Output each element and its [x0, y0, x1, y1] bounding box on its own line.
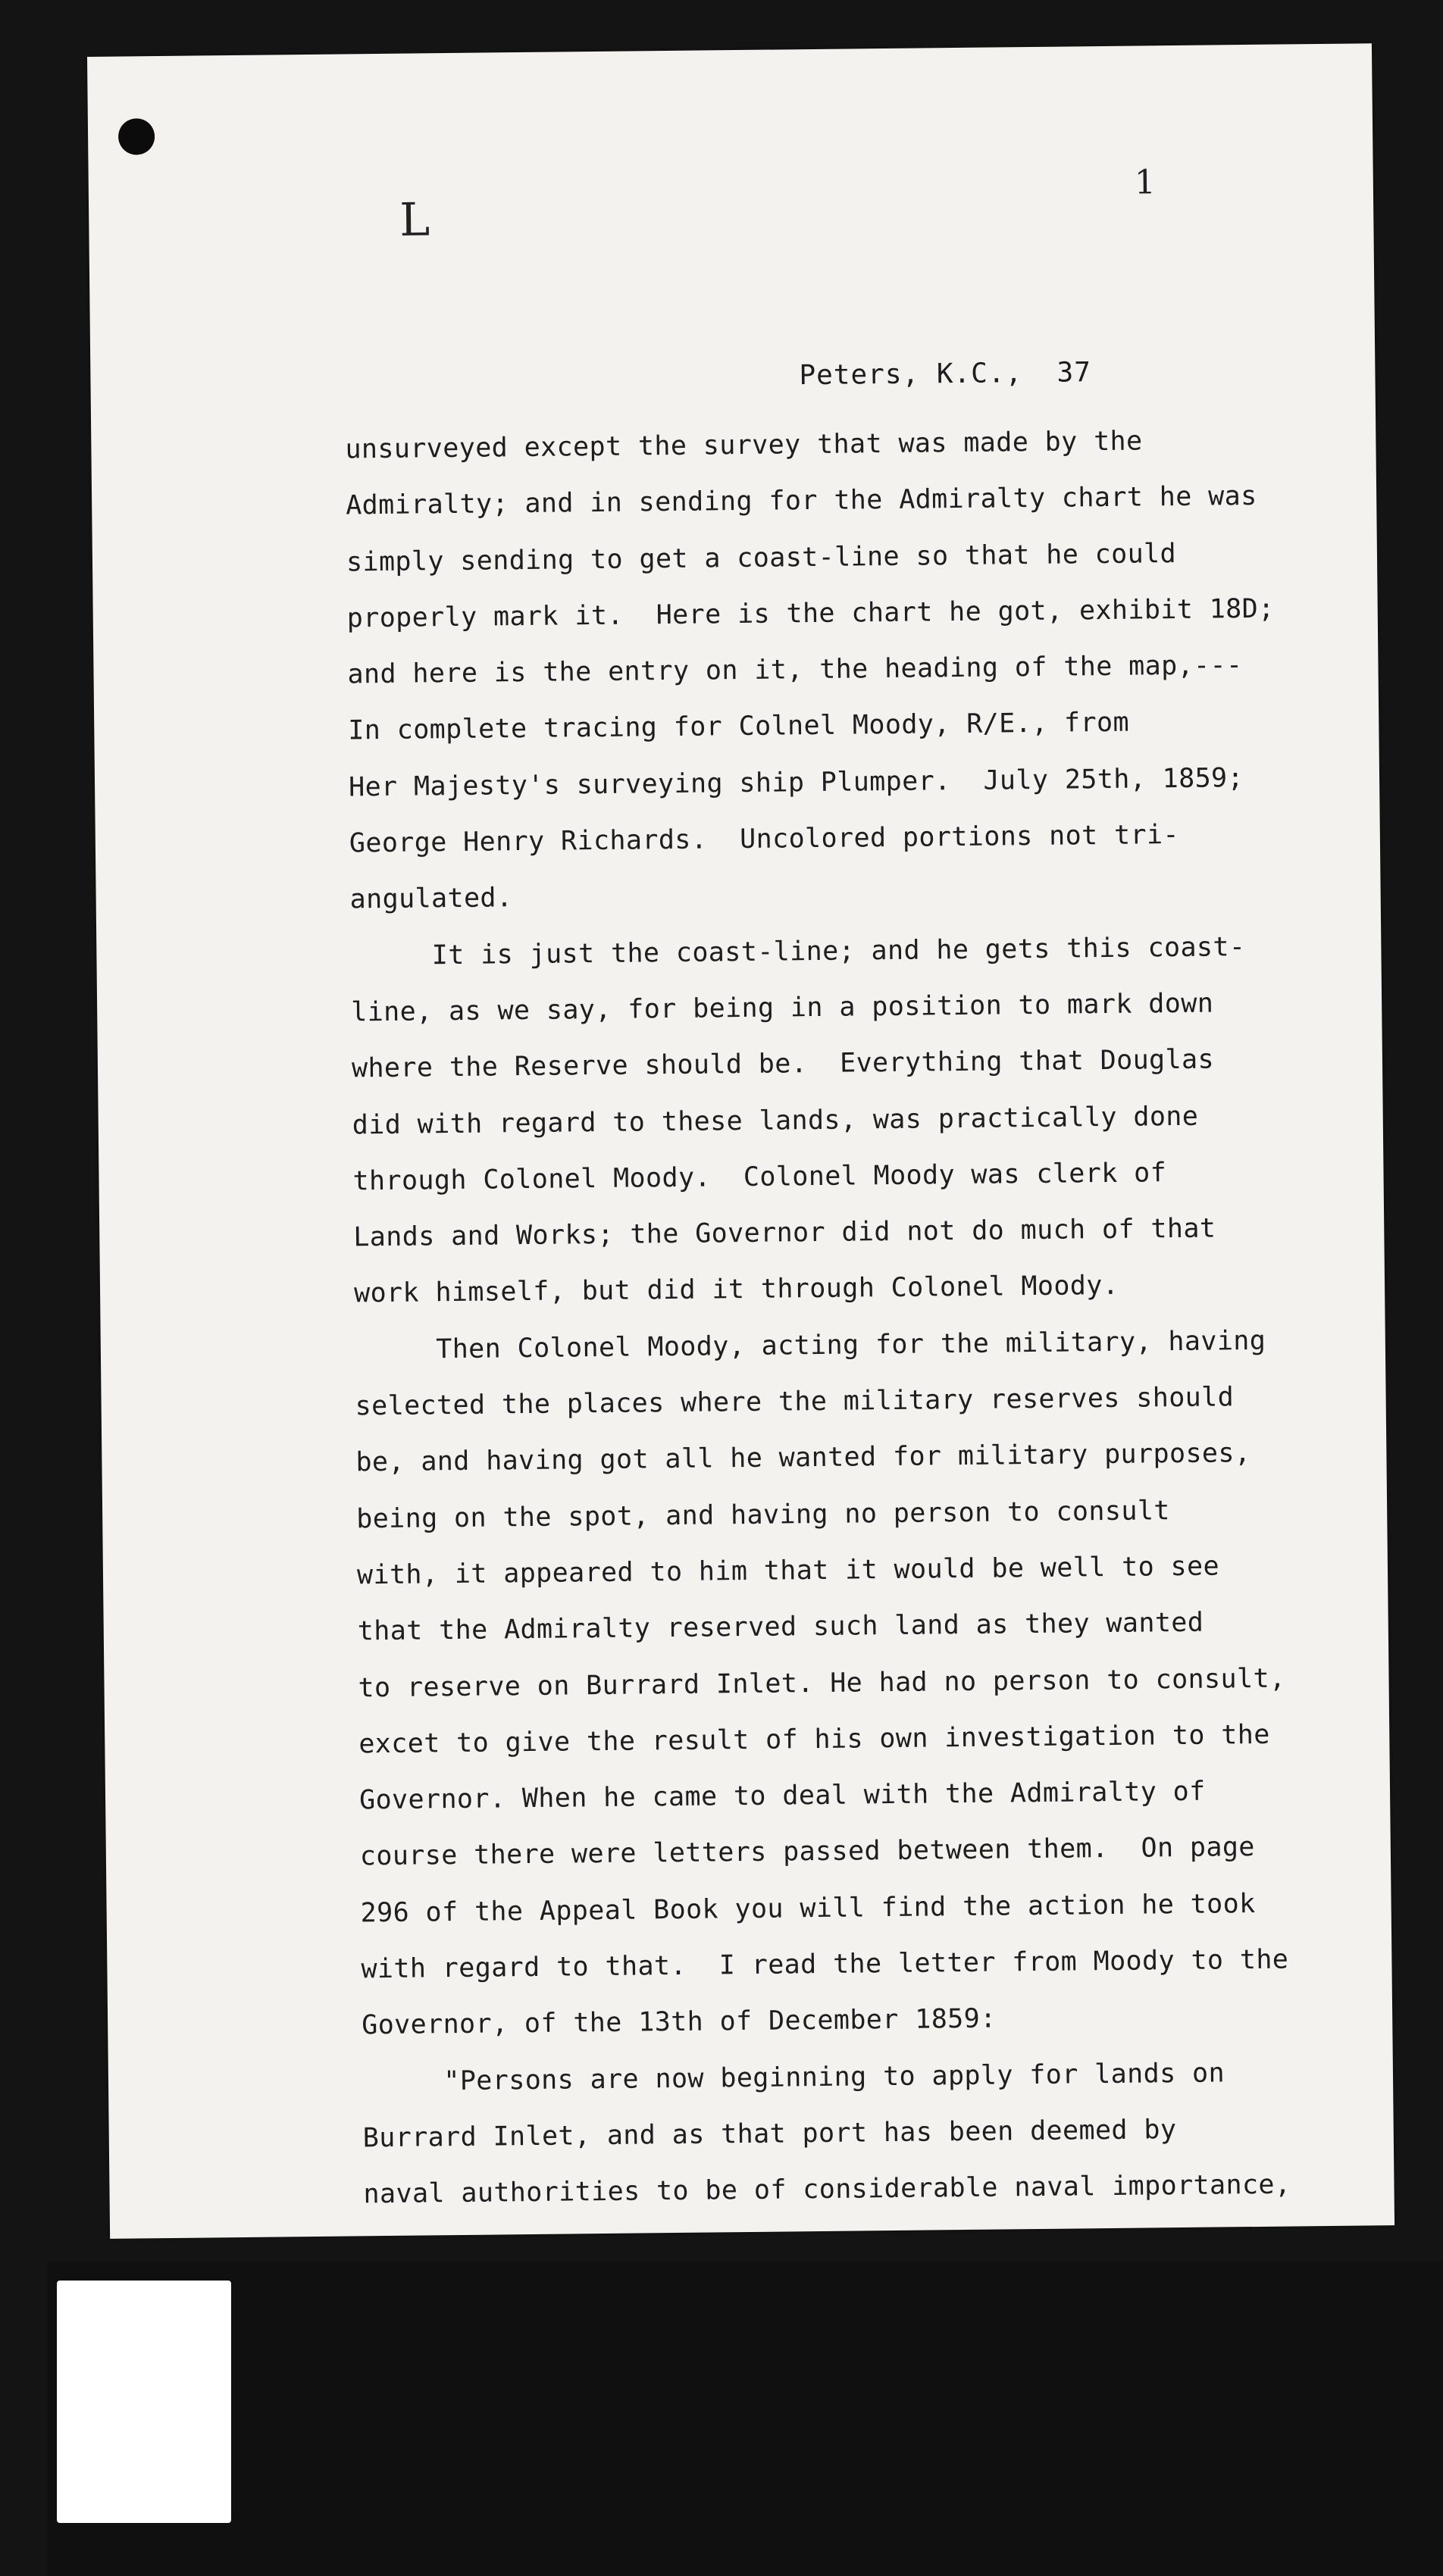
- text-line: line, as we say, for being in a position to mark down: [351, 988, 1214, 1028]
- text-line: with regard to that. I read the letter from Moody to the: [361, 1944, 1289, 1985]
- text-line: "Persons are now beginning to apply for lands on: [362, 2058, 1225, 2097]
- text-line: with, it appeared to him that it would be well to see: [356, 1551, 1220, 1591]
- text-line: where the Reserve should be. Everything that Douglas: [351, 1044, 1215, 1084]
- text-line: did with regard to these lands, was practically done: [352, 1101, 1199, 1140]
- page-header: Peters, K.C., 37: [799, 357, 1092, 392]
- text-line: and here is the entry on it, the heading of the map,---: [347, 650, 1243, 690]
- text-line: unsurveyed except the survey that was made by the: [345, 426, 1143, 465]
- text-line: properly mark it. Here is the chart he got, exhibit 18D;: [346, 593, 1275, 634]
- text-line: to reserve on Burrard Inlet. He had no person to consult,: [358, 1663, 1286, 1703]
- text-line: Burrard Inlet, and as that port has been deemed by: [362, 2115, 1177, 2154]
- text-line: It is just the coast-line; and he gets this coast-: [350, 931, 1246, 972]
- text-line: being on the spot, and having no person to consult: [356, 1495, 1170, 1535]
- text-line: course there were letters passed between them. On page: [359, 1832, 1255, 1872]
- text-line: Governor, of the 13th of December 1859:: [362, 2003, 997, 2041]
- punch-hole: [118, 118, 155, 155]
- text-line: In complete tracing for Colnel Moody, R/E., from: [348, 708, 1130, 746]
- corner-mark-right: 1: [1134, 163, 1157, 202]
- corner-mark-left: L: [399, 193, 430, 247]
- text-line: excet to give the result of his own investigation to the: [358, 1719, 1270, 1760]
- body-text: [345, 411, 1357, 2223]
- text-line: 296 of the Appeal Book you will find the action he took: [360, 1888, 1256, 1929]
- text-line: be, and having got all he wanted for military purposes,: [355, 1438, 1251, 1478]
- text-line: Governor. When he came to deal with the Admiralty of: [358, 1776, 1206, 1816]
- text-line: selected the places where the military reserves should: [355, 1382, 1235, 1422]
- text-line: Her Majesty's surveying ship Plumper. July 25th, 1859;: [348, 762, 1244, 803]
- bottom-strip: [47, 2262, 1443, 2576]
- text-line: naval authorities to be of considerable naval importance,: [363, 2169, 1291, 2210]
- text-line: work himself, but did it through Colonel Moody.: [353, 1271, 1119, 1309]
- text-line: Lands and Works; the Governor did not do much of that: [353, 1213, 1216, 1253]
- document-page: [87, 43, 1394, 2239]
- white-card: [57, 2281, 231, 2523]
- text-line: simply sending to get a coast-line so that he could: [346, 538, 1177, 578]
- text-line: Then Colonel Moody, acting for the military, having: [354, 1325, 1266, 1366]
- text-line: angulated.: [349, 883, 513, 915]
- text-line: through Colonel Moody. Colonel Moody was clerk of: [352, 1158, 1167, 1197]
- text-line: George Henry Richards. Uncolored portions not tri-: [349, 820, 1180, 859]
- text-line: that the Admiralty reserved such land as they wanted: [357, 1607, 1204, 1647]
- text-line: Admiralty; and in sending for the Admiralty chart he was: [346, 481, 1257, 521]
